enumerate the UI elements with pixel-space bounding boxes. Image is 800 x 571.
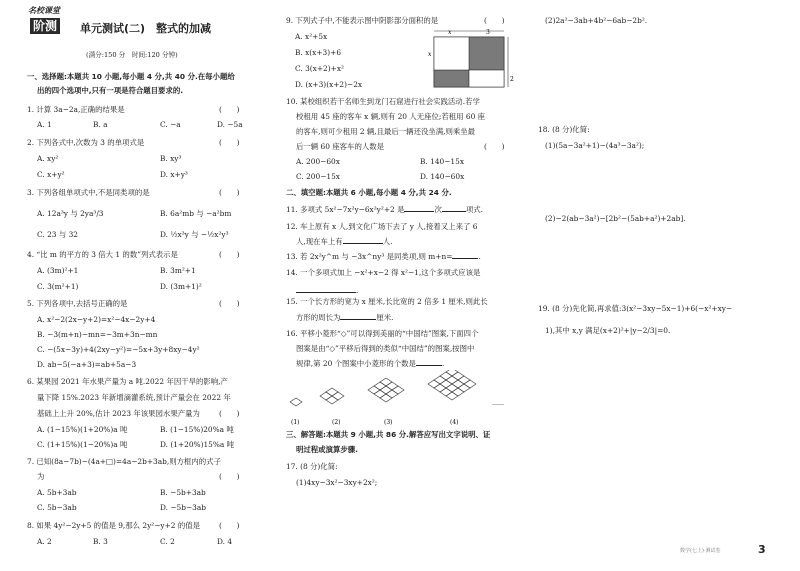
exam-meta: (满分:150 分 时间:120 分钟) (86, 51, 178, 59)
q16-ellipsis: …… (492, 400, 504, 407)
q13-text-b: . (478, 252, 481, 261)
q16-label-1: (1) (291, 419, 300, 426)
rhombus (440, 380, 452, 388)
q8-option-a: A. 2 (37, 537, 52, 546)
q6-paren: ( ) (219, 409, 240, 418)
rhombus (392, 386, 404, 394)
rhombus (464, 380, 476, 388)
rhombus (434, 384, 446, 392)
q10-line4: 后一辆 60 座客车的人数是 (296, 142, 385, 151)
q10-paren: ( ) (484, 142, 505, 151)
rhombus (434, 376, 446, 384)
page-number: 3 (758, 543, 766, 556)
rhombus (332, 392, 344, 400)
q1-stem: 1. 计算 3a−2a,正确的结果是 (27, 105, 125, 114)
q9-option-a: A. x²+5x (295, 32, 328, 41)
q17-head: 17. (8 分)化简: (286, 462, 338, 471)
q5-option-a: A. x²−2(2x−y+2)=x²−4x−2y+4 (37, 315, 156, 324)
q17-part2: (2)2a²−3ab+4b²−6ab−2b². (545, 16, 648, 25)
q16-text-b: . (441, 359, 445, 368)
section1-heading: 一、选择题:本题共 10 小题,每小题 4 分,共 40 分.在每小题给 (27, 72, 235, 81)
q8-paren: ( ) (219, 521, 240, 530)
q8-option-d: D. 4 (217, 537, 233, 546)
q9-shaded-top-right (469, 37, 504, 70)
q1-option-d: D. −5a (217, 120, 243, 129)
q9-option-d: D. (x+3)(x+2)−2x (295, 80, 363, 89)
q14-text-end: . (356, 286, 359, 295)
brand-box: 阶测 (30, 18, 60, 34)
q5-option-b: B. −3(m+n)−mn=−3m+3n−mn (37, 330, 158, 339)
q4-option-d: D. (3m+1)² (160, 282, 202, 291)
q2-option-d: D. x+y³ (160, 170, 188, 179)
q4-stem: 4. “比 m 的平方的 3 倍大 1 的数”列式表示是 (27, 250, 178, 259)
q10-line2: 校租用 45 座的客车 x 辆,则有 20 人无座位;若租用 60 座 (296, 112, 486, 121)
q11 (286, 205, 483, 214)
q14-line2 (296, 286, 358, 295)
q3-option-c: C. 23 与 32 (37, 230, 78, 239)
q9-area-figure (428, 28, 518, 92)
rhombus (446, 384, 458, 392)
q7-option-c: C. 5b−3ab (37, 503, 77, 512)
section2-heading: 二、填空题:本题共 6 小题,每小题 4 分,共 24 分. (286, 188, 452, 197)
rhombus (320, 392, 332, 400)
q5-stem: 5. 下列各项中,去括号正确的是 (27, 299, 128, 308)
q10-option-c: C. 200−15x (296, 172, 340, 181)
brand-top-text: 名校课堂 (28, 6, 60, 15)
q8-option-c: C. 2 (160, 537, 175, 546)
page-title: 单元测试(二) 整式的加减 (80, 22, 212, 35)
q19-line2: 1),其中 x,y 满足(x+2)²+|y−2/3|=0. (545, 326, 671, 335)
q3-option-b: B. 6a²mb 与 −a²bm (160, 209, 232, 218)
q12-line1: 12. 车上原有 x 人,到文化广场下去了 y 人,接着又上来了 6 (286, 222, 478, 231)
q16-label-3: (3) (384, 419, 393, 426)
q1-option-a: A. 1 (37, 120, 52, 129)
q6-option-c: C. (1+15%)(1−20%)a 吨 (37, 440, 128, 449)
q1-option-b: B. a (93, 120, 108, 129)
rhombus (374, 390, 386, 398)
q6-option-d: D. (1+20%)15%a 吨 (160, 440, 235, 449)
rhombus (386, 390, 398, 398)
q16-pattern-figure (284, 370, 514, 426)
q10-option-d: D. 140−60x (420, 172, 465, 181)
q6-line1: 6. 某果园 2021 年水果产量为 a 吨.2022 年因干旱的影响,产 (27, 377, 228, 386)
q15-text-a: 方形的周长为 (296, 313, 341, 322)
rhombus (452, 388, 464, 396)
rhombus (386, 382, 398, 390)
q2-option-a: A. xy² (37, 154, 59, 163)
q4-option-c: C. 3(m²+1) (37, 282, 79, 291)
q3-option-a: A. 12a³y 与 2ya³/3 (37, 209, 104, 218)
q12-text-b: 人. (382, 237, 393, 246)
rhombus (380, 386, 392, 394)
q7-option-b: B. −5b+3ab (160, 488, 206, 497)
rhombus (440, 372, 452, 380)
q4-option-b: B. 3m²+1 (160, 266, 196, 275)
q8-stem: 8. 如果 4y²−2y+5 的值是 9,那么 2y²−y+2 的值是 (27, 521, 201, 530)
q4-paren: ( ) (219, 250, 240, 259)
q2-option-b: B. xy³ (160, 154, 182, 163)
q9-fig-label-side-2: 2 (510, 76, 514, 83)
q7-paren: ( ) (219, 472, 240, 481)
q15-text-b: 厘米. (376, 313, 394, 322)
q5-paren: ( ) (219, 299, 240, 308)
q16-line1: 16. 平移小菱形“◇”可以得到美丽的“中国结”图案,下面四个 (286, 329, 479, 338)
q13 (286, 252, 481, 261)
q1-option-c: C. −a (160, 120, 181, 129)
rhombus (326, 388, 338, 396)
rhombus (452, 372, 464, 380)
q2-stem: 2. 下列各式中,次数为 3 的单项式是 (27, 138, 145, 147)
rhombus (446, 376, 458, 384)
q5-option-c: C. −(5x−3y)+4(2xy−y²)=−5x+3y+8xy−4y² (37, 345, 200, 354)
q18-head: 18. (8 分)化简: (538, 125, 590, 134)
q9-fig-label-side-x: x (428, 51, 432, 58)
footer-text: 数学(七上)·测试卷 (680, 548, 721, 554)
q7-line2: 为 (37, 472, 45, 481)
q9-shaded-bottom-left (434, 70, 469, 87)
rhombus (380, 378, 392, 386)
q16-label-2: (2) (332, 419, 341, 426)
brand-logo (28, 6, 68, 36)
q11-text-b: 次 (434, 205, 442, 214)
q12-line2 (296, 237, 392, 246)
section3-heading: 三、解答题:本题共 9 小题,共 86 分.解答应写出文字说明、证 (286, 430, 491, 439)
q9-option-c: C. 3(x+2)+x² (295, 64, 344, 73)
rhombus (458, 384, 470, 392)
rhombus (368, 386, 380, 394)
q14-line1: 14. 一个多项式加上 −x²+x−2 得 x²−1,这个多项式应该是 (286, 268, 481, 277)
q19-line1: 19. (8 分)先化简,再求值:3(x²−3xy−5x−1)+6(−x²+xy− (538, 304, 733, 313)
q10-line1: 10. 某校组织若干名师生到龙门石窟进行社会实践活动.若学 (286, 97, 480, 106)
q5-option-d: D. ab−5(−a+3)=ab+5a−3 (37, 360, 137, 369)
q12-text-a: 人,现在车上有 (296, 237, 343, 246)
q6-option-a: A. (1−15%)(1+20%)a 吨 (37, 425, 128, 434)
q9-paren: ( ) (484, 16, 505, 25)
q13-text-a: 13. 若 2x²y^m 与 −3x^ny³ 是同类项,则 m+n= (286, 252, 453, 261)
q1-paren: ( ) (219, 105, 240, 114)
q7-option-d: D. −5b−3ab (160, 503, 207, 512)
section3-heading-2: 明过程或演算步骤. (296, 445, 358, 454)
rhombus (326, 396, 338, 404)
q9-option-b: B. x(x+3)+6 (295, 48, 342, 57)
rhombus (458, 376, 470, 384)
rhombus (374, 382, 386, 390)
q10-option-a: A. 200−60x (296, 157, 340, 166)
q9-stem: 9. 下列式子中,不能表示图中阴影部分面积的是 (286, 16, 439, 25)
q6-option-b: B. (1−15%)20%a 吨 (160, 425, 234, 434)
q10-line3: 的客车,则可少租用 2 辆,且最后一辆还没坐满,则乘坐最 (296, 127, 476, 136)
rhombus (446, 392, 458, 400)
q7-option-a: A. 5b+3ab (37, 488, 77, 497)
q16-text-a: 规律,第 20 个图案中小菱形的个数是 (296, 359, 416, 368)
q9-fig-label-x: x (448, 29, 452, 36)
q17-part1: (1)4xy−3x²−3xy+2x²; (296, 478, 378, 487)
rhombus (380, 394, 392, 402)
q2-paren: ( ) (219, 138, 240, 147)
q11-text-c: 项式. (465, 205, 484, 214)
q16-label-4: (4) (450, 419, 459, 426)
q8-option-b: B. 3 (93, 537, 108, 546)
section1-heading-2: 出的四个选项中,只有一项是符合题目要求的. (37, 86, 184, 95)
q6-line3: 基础上上升 20%,估计 2023 年该果园水果产量为 (37, 409, 200, 418)
q18-part2: (2)−2(ab−3a²)−[2b²−(5ab+a²)+2ab]. (545, 214, 686, 223)
q3-stem: 3. 下列各组单项式中,不是同类项的是 (27, 188, 150, 197)
q11-text-a: 11. 多项式 5x²−7x²y−6x²y²+2 是 (286, 205, 405, 214)
q9-fig-label-3: 3 (486, 29, 490, 36)
q15-line2 (296, 313, 394, 322)
rhombus (440, 388, 452, 396)
q16-line3 (296, 359, 444, 368)
rhombus (290, 398, 302, 406)
q16-line2: 图案是由“◇”平移后得到的类似“中国结”的图案,按图中 (296, 344, 475, 353)
rhombus (428, 380, 440, 388)
q3-paren: ( ) (219, 188, 240, 197)
q18-part1: (1)(5a−3a²+1)−(4a³−3a²); (545, 141, 645, 150)
q2-option-c: C. x+y² (37, 170, 65, 179)
q7-line1: 7. 已知(8a−7b)−(4a+□)=4a−2b+3ab,则方框内的式子 (27, 457, 221, 466)
q3-option-d: D. ½x³y 与 −½x²y³ (160, 230, 229, 239)
rhombus (452, 380, 464, 388)
q4-option-a: A. (3m)²+1 (37, 266, 79, 275)
q6-line2: 量下降 15%.2023 年新增滴灌系统,预计产量会在 2022 年 (37, 393, 231, 402)
q15-line1: 15. 一个长方形的宽为 x 厘米,长比宽的 2 倍多 1 厘米,则此长 (286, 297, 488, 306)
q10-option-b: B. 140−15x (420, 157, 465, 166)
